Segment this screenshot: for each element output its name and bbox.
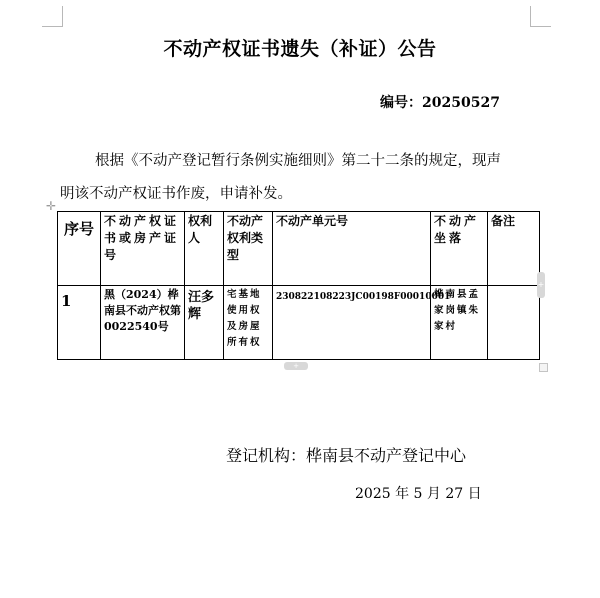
header-cert-no: 不动产权证书或房产证号 <box>101 212 185 286</box>
cell-remark <box>488 286 540 360</box>
cell-seq: 1 <box>58 286 101 360</box>
header-right-type: 不动产权利类型 <box>224 212 273 286</box>
table-header-row <box>58 212 540 286</box>
header-seq: 序号 <box>58 212 101 286</box>
page-corner-mark-top-left <box>42 6 63 27</box>
document-title: 不动产权证书遗失（补证）公告 <box>163 38 437 60</box>
header-location: 不动产坐落 <box>431 212 488 286</box>
document-number: 编号：20250527 <box>380 95 500 111</box>
cell-cert-no: 黑（2024）桦南县不动产权第0022540号 <box>101 286 185 360</box>
registration-org: 登记机构：桦南县不动产登记中心 <box>226 446 467 465</box>
header-unit-no: 不动产单元号 <box>273 212 431 286</box>
cell-right-type: 宅基地使用权及房屋所有权 <box>224 286 273 360</box>
table-move-handle-plus-icon[interactable]: ✛ <box>46 199 57 213</box>
resize-corner-icon[interactable] <box>539 363 548 372</box>
page-corner-mark-top-right <box>530 6 551 27</box>
certificate-table <box>57 211 540 360</box>
body-text-line-1: 根据《不动产登记暂行条例实施细则》第二十二条的规定，现声 <box>95 153 501 169</box>
header-remark: 备注 <box>488 212 540 286</box>
table-row <box>58 286 540 360</box>
document-date: 2025 年 5 月 27 日 <box>355 486 482 502</box>
add-row-icon[interactable]: + <box>284 362 308 370</box>
cell-location: 桦南县孟家岗镇朱家村 <box>431 286 488 360</box>
cell-unit-no: 230822108223JC00198F00010001 <box>273 286 431 360</box>
add-column-icon[interactable]: + <box>537 272 545 298</box>
header-owner: 权利人 <box>185 212 224 286</box>
body-text-line-2: 明该不动产权证书作废，申请补发。 <box>60 186 292 202</box>
cell-owner: 汪多辉 <box>185 286 224 360</box>
